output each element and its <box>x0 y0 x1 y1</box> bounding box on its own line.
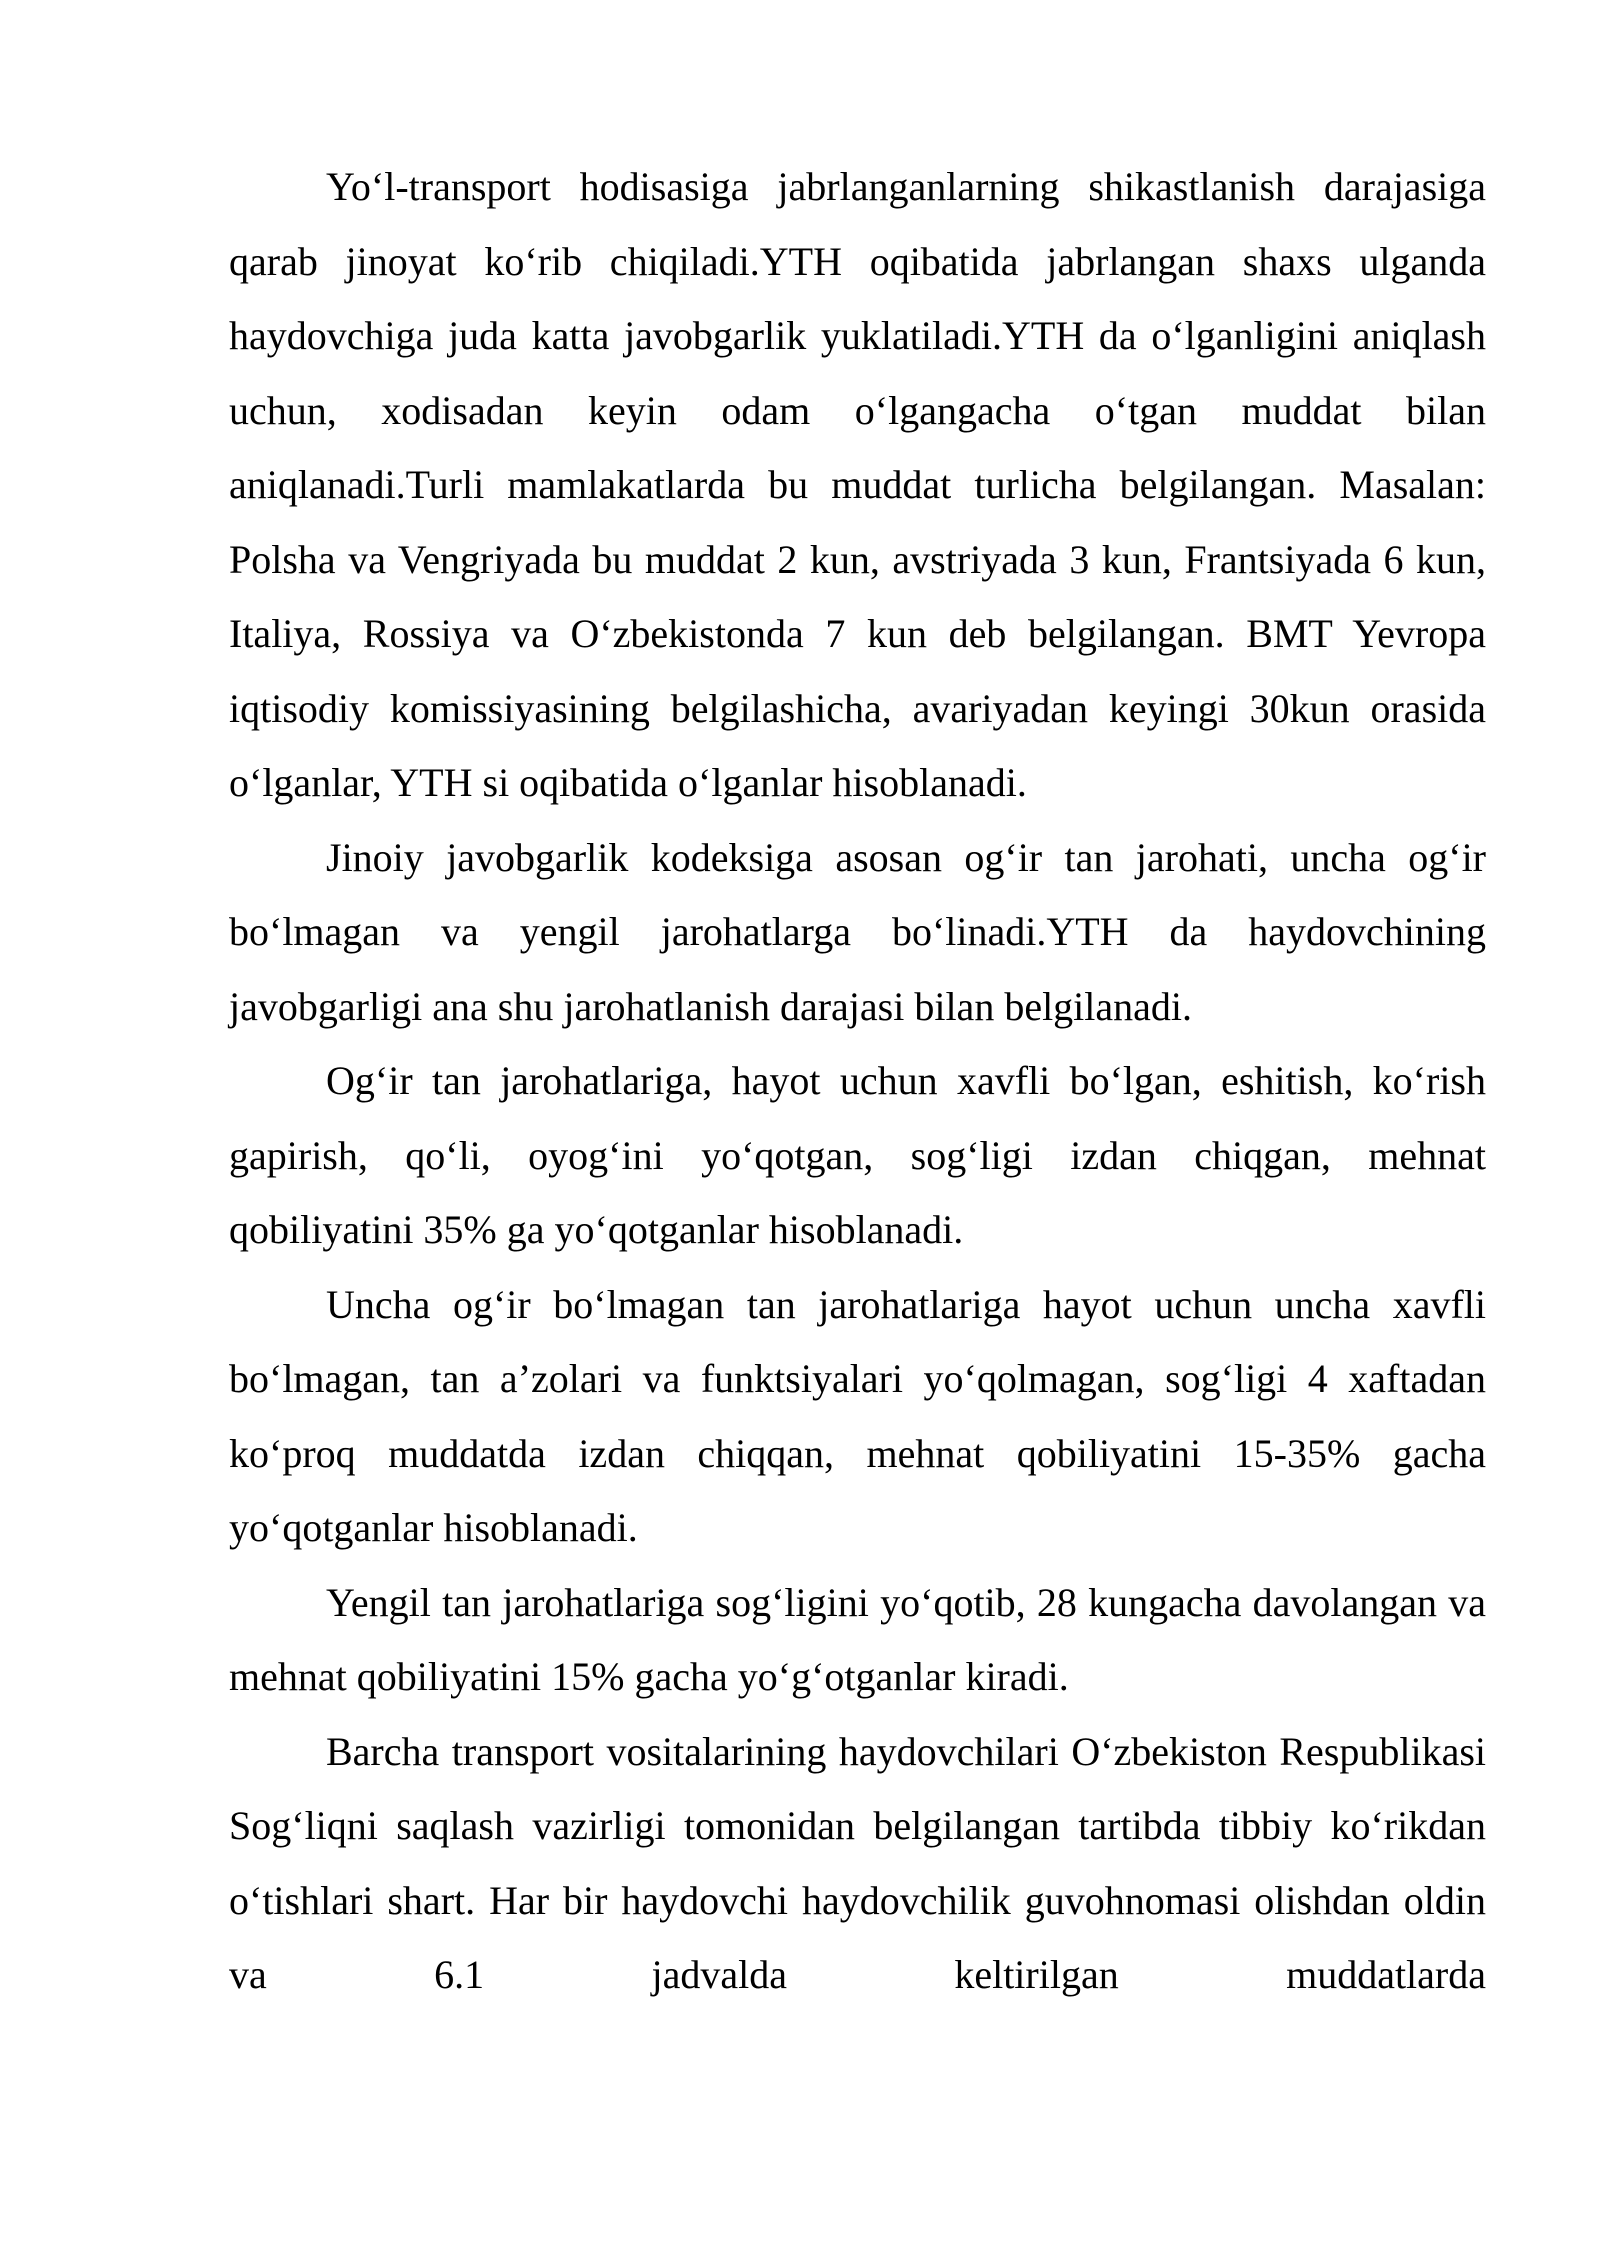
paragraph-severe-injuries: Og‘ir tan jarohatlariga, hayot uchun xavfli bo‘lgan, eshitish, ko‘rish gapirish, qo‘li, oyog‘ini yo‘qotgan, sog‘ligi izdan chiqgan, mehnat qobiliyatini 35% ga yo‘qotganlar hisoblanadi. <box>229 1058 1486 1252</box>
paragraph-road-accident-victims: Yo‘l-transport hodisasiga jabrlanganlarning shikastlanish darajasiga qarab jinoyat ko‘rib chiqiladi.YTH oqibatida jabrlangan shaxs ulganda haydovchiga juda katta javobgarlik yuklatiladi.YTH da o‘lganligini aniqlash uchun, xodisadan keyin odam o‘lgangacha o‘tgan muddat bilan aniqlanadi.Turli mamlakatlarda bu muddat turlicha belgilangan. Masalan: Polsha va Vengriyada bu muddat 2 kun, avstriyada 3 kun, Frantsiyada 6 kun, Italiya, Rossiya va O‘zbekistonda 7 kun deb belgilangan. BMT Yevropa iqtisodiy komissiyasining belgilashicha, avariyadan keyingi 30kun orasida o‘lganlar, YTH si oqibatida o‘lganlar hisoblanadi. <box>229 164 1486 805</box>
paragraph-medical-examination: Barcha transport vositalarining haydovchilari O‘zbekiston Respublikasi Sog‘liqni saqlash vazirligi tomonidan belgilangan tartibda tibbiy ko‘rikdan o‘tishlari shart. Har bir haydovchi haydovchilik guvohnomasi olishdan oldin va 6.1 jadvalda keltirilgan muddatlarda <box>229 1728 1486 1997</box>
paragraph-light-injuries: Yengil tan jarohatlariga sog‘ligini yo‘qotib, 28 kungacha davolangan va mehnat qobiliyatini 15% gacha yo‘g‘otganlar kiradi. <box>229 1579 1486 1699</box>
paragraph-criminal-code-injuries: Jinoiy javobgarlik kodeksiga asosan og‘ir tan jarohati, uncha og‘ir bo‘lmagan va yengil jarohatlarga bo‘linadi.YTH da haydovchining javobgarligi ana shu jarohatlanish darajasi bilan belgilanadi. <box>229 834 1486 1029</box>
document-body <box>229 150 1486 2013</box>
paragraph-moderate-injuries: Uncha og‘ir bo‘lmagan tan jarohatlariga hayot uchun uncha xavfli bo‘lmagan, tan a’zolari va funktsiyalari yo‘qolmagan, sog‘ligi 4 xaftadan ko‘proq muddatda izdan chiqqan, mehnat qobiliyatini 15-35% gacha yo‘qotganlar hisoblanadi. <box>229 1281 1486 1550</box>
